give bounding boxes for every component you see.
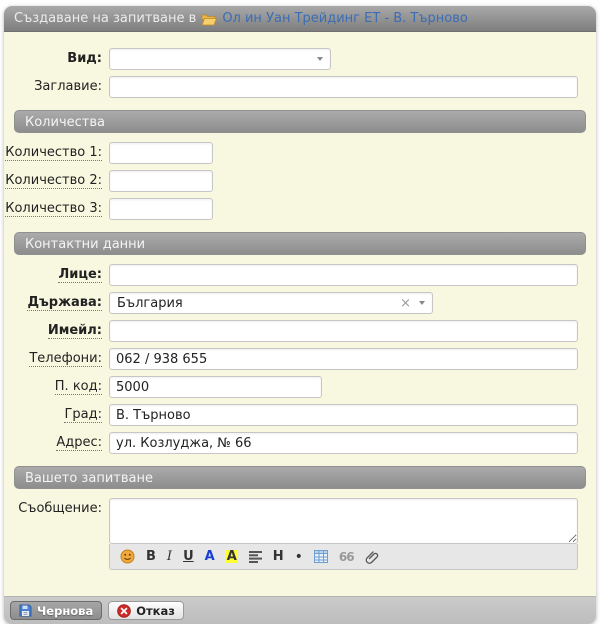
footer-bar [4,596,596,624]
country-row [4,292,596,314]
postal-code-input[interactable] [109,376,322,398]
quantity1-row [4,142,596,164]
phones-input[interactable] [109,348,578,370]
clear-icon[interactable] [400,297,411,310]
email-input[interactable] [109,320,578,342]
quantity1-input[interactable] [109,142,213,164]
postal-code-label: П. код: [54,379,102,394]
person-input[interactable] [109,264,578,286]
quantity2-row [4,170,596,192]
company-link[interactable]: Ол ин Уан Трейдинг ЕТ - В. Търново [222,11,468,26]
email-row [4,320,596,342]
email-label: Имейл: [47,323,102,338]
underline-button[interactable]: U [183,549,194,564]
smiley-icon [120,549,135,564]
city-label: Град: [64,407,102,422]
section-contact: Контактни данни [14,232,586,255]
chevron-down-icon [419,301,425,305]
cancel-button-label: Отказ [136,603,175,618]
type-label: Вид: [67,51,102,66]
highlight-button[interactable]: A [226,549,237,564]
italic-button[interactable]: I [166,549,173,564]
emoticon-button[interactable] [120,549,135,564]
draft-button[interactable] [10,601,102,620]
attach-button[interactable] [365,550,379,564]
section-inquiry: Вашето запитване [14,466,586,489]
align-lines-icon [249,551,262,563]
chevron-down-icon [317,57,323,61]
postal-code-row [4,376,596,398]
title-label: Заглавие: [34,79,102,94]
align-button[interactable] [249,551,262,563]
message-textarea[interactable] [109,498,578,544]
draft-button-label: Чернова [37,603,94,618]
quantity2-label: Количество 2: [5,173,102,188]
person-label: Лице: [58,267,102,282]
quote-button[interactable]: 66 [338,549,354,564]
quantity3-row [4,198,596,220]
heading-button[interactable]: H [272,549,284,564]
cancel-button[interactable] [108,601,184,620]
message-label: Съобщение: [18,501,102,516]
quantity2-input[interactable] [109,170,213,192]
table-button[interactable] [314,550,328,563]
editor-toolbar [109,544,578,570]
bold-button[interactable]: B [146,549,156,564]
paperclip-icon [365,550,379,564]
create-inquiry-panel [4,6,596,624]
city-input[interactable] [109,404,578,426]
city-row [4,404,596,426]
section-quantities: Количества [14,110,586,133]
country-select-value: България [117,295,183,311]
quantity1-label: Количество 1: [5,145,102,160]
bullet-list-button[interactable]: • [294,548,303,565]
phones-label: Телефони: [29,351,102,366]
country-select[interactable] [109,292,433,314]
inquiry-form [4,32,596,596]
open-folder-icon [201,13,217,26]
table-grid-icon [314,550,328,563]
address-label: Адрес: [56,435,102,450]
address-input[interactable] [109,432,578,454]
phones-row [4,348,596,370]
panel-title-bar [4,6,596,32]
page-title: Създаване на запитване в [14,11,197,26]
message-row [4,498,596,570]
quantity3-input[interactable] [109,198,213,220]
save-icon [19,604,32,617]
type-row [4,48,596,70]
cancel-icon [117,604,131,618]
message-editor [109,498,578,570]
font-color-button[interactable]: A [204,549,215,564]
person-row [4,264,596,286]
address-row [4,432,596,454]
title-input[interactable] [109,76,578,98]
quantity3-label: Количество 3: [5,201,102,216]
type-select[interactable] [109,48,331,70]
country-label: Държава: [27,295,102,310]
title-row [4,76,596,98]
